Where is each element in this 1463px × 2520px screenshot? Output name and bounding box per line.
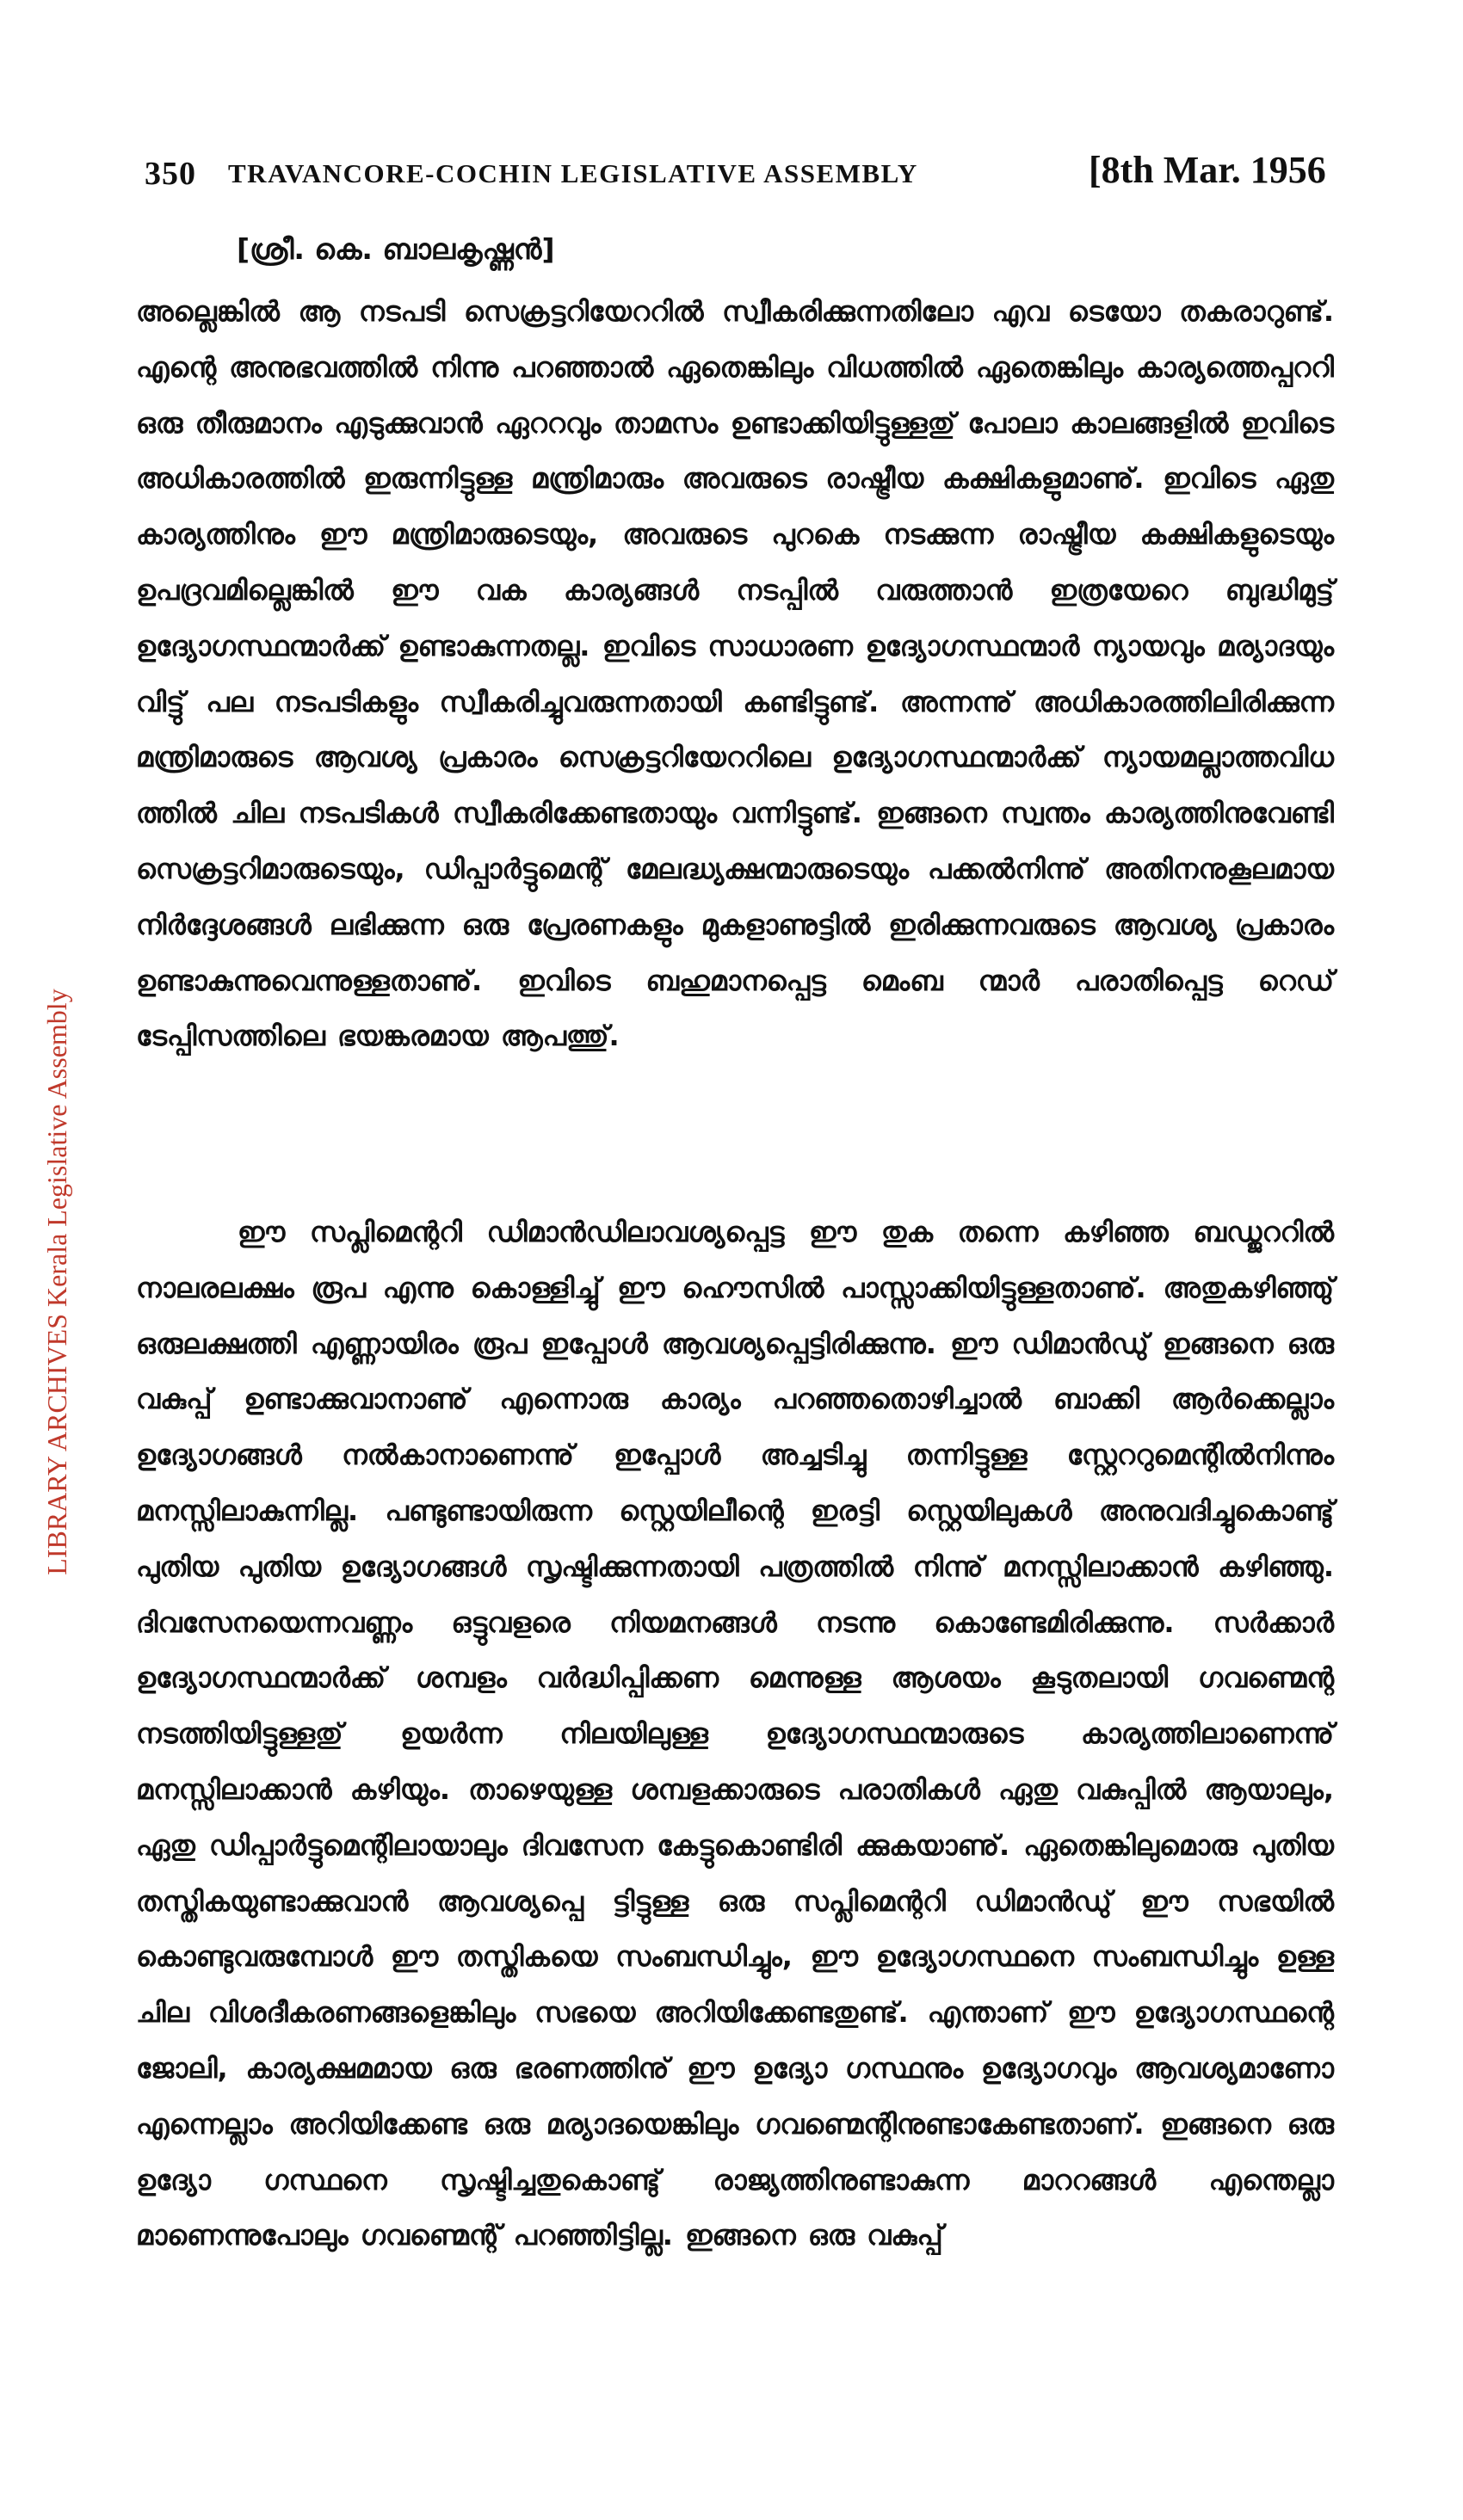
date-heading: [8th Mar. 1956: [1089, 149, 1326, 191]
page-number: 350: [145, 156, 196, 192]
speaker-name: [ശ്രീ. കെ. ബാലകൃഷ്ണൻ]: [237, 232, 555, 266]
body-paragraph-1: അല്ലെങ്കിൽ ആ നടപടി സെക്രട്ടറിയേററിൽ സ്വീകരിക്കുന്നതിലോ എവ ടെയോ തകരാറുണ്ട്. എന്റെ അനുഭവത്തിൽ നിന്നു പറഞ്ഞാൽ ഏതെങ്കിലും വിധത്തിൽ ഏതെങ്കിലും കാര്യത്തെപ്പററി ഒരു തീരുമാനം എടുക്കുവാൻ ഏററവും താമസം ഉണ്ടാക്കിയിട്ടുള്ളതു് പോലാ കാലങ്ങളിൽ ഇവിടെ അധികാരത്തിൽ ഇരുന്നിട്ടുള്ള മന്ത്രിമാരും അവരുടെ രാഷ്ട്രീയ കക്ഷികളുമാണു്. ഇവിടെ ഏതു കാര്യത്തിനും ഈ മന്ത്രിമാരുടെയും, അവരുടെ പുറകെ നടക്കുന്ന രാഷ്ട്രീയ കക്ഷികളുടെയും ഉപദ്രവമില്ലെങ്കിൽ ഈ വക കാര്യങ്ങൾ നടപ്പിൽ വരുത്താൻ ഇത്രയേറെ ബുദ്ധിമുട്ട് ഉദ്യോഗസ്ഥന്മാർക്ക് ഉണ്ടാകുന്നതല്ല. ഇവിടെ സാധാരണ ഉദ്യോഗസ്ഥന്മാർ ന്യായവും മര്യാദയും വിട്ടു് പല നടപടികളും സ്വീകരിച്ചുവരുന്നതായി കണ്ടിട്ടുണ്ട്. അന്നന്നു് അധികാരത്തിലിരിക്കുന്ന മന്ത്രിമാരുടെ ആവശ്യ പ്രകാരം സെക്രട്ടറിയേററിലെ ഉദ്യോഗസ്ഥന്മാർക്ക് ന്യായമല്ലാത്തവിധ ത്തിൽ ചില നടപടികൾ സ്വീകരിക്കേണ്ടതായും വന്നിട്ടുണ്ട്. ഇങ്ങനെ സ്വന്തം കാര്യത്തിനുവേണ്ടി സെക്രട്ടറിമാരുടെയും, ഡിപ്പാർട്ടുമെന്റ് മേലദ്ധ്യക്ഷന്മാരുടെയും പക്കൽനിന്നു് അതിനനുകൂലമായ നിർദ്ദേശങ്ങൾ ലഭിക്കുന്ന ഒരു പ്രേരണകളും മുകളാണുട്ടിൽ ഇരിക്കുന്നവരുടെ ആവശ്യ പ്രകാരം ഉണ്ടാകുന്നുവെന്നുള്ളതാണു്. ഇവിടെ ബഹുമാനപ്പെട്ട മെംബ ന്മാർ പരാതിപ്പെട്ട റെഡ് ടേപ്പിസത്തിലെ ഭയങ്കരമായ ആപത്തു്.: [136, 295, 1334, 1053]
running-title: TRAVANCORE-COCHIN LEGISLATIVE ASSEMBLY: [228, 158, 918, 188]
archive-side-note: LIBRARY ARCHIVES Kerala Legislative Assembly: [41, 989, 72, 1575]
body-paragraph-2: ഈ സപ്ലിമെന്ററി ഡിമാൻഡിലാവശ്യപ്പെട്ട ഈ തുക തന്നെ കഴിഞ്ഞ ബഡ്ജററിൽ നാലരലക്ഷം രൂപ എന്നു കൊള്ളിച്ചു് ഈ ഹൌസിൽ പാസ്സാക്കിയിട്ടുള്ളതാണു്. അതുകഴിഞ്ഞു് ഒരുലക്ഷത്തി എണ്ണായിരം രൂപ ഇപ്പോൾ ആവശ്യപ്പെട്ടിരിക്കുന്നു. ഈ ഡിമാൻഡു് ഇങ്ങനെ ഒരു വകുപ്പ് ഉണ്ടാക്കുവാനാണു് എന്നൊരു കാര്യം പറഞ്ഞതൊഴിച്ചാൽ ബാക്കി ആർക്കെല്ലാം ഉദ്യോഗങ്ങൾ നൽകാനാണെന്നു് ഇപ്പോൾ അച്ചടിച്ചു തന്നിട്ടുള്ള സ്റ്റേററുമെന്റിൽനിന്നും മനസ്സിലാകുന്നില്ല. പണ്ടുണ്ടായിരുന്ന സ്റ്റെയിലീന്റെ ഇരട്ടി സ്റ്റെയിലുകൾ അനുവദിച്ചുകൊണ്ടു് പുതിയ പുതിയ ഉദ്യോഗങ്ങൾ സൃഷ്ടിക്കുന്നതായി പത്രത്തിൽ നിന്നു് മനസ്സിലാക്കാൻ കഴിഞ്ഞു. ദിവസേനയെന്നവണ്ണം ഒട്ടുവളരെ നിയമനങ്ങൾ നടന്നു കൊണ്ടേമിരിക്കുന്നു. സർക്കാർ ഉദ്യോഗസ്ഥന്മാർക്ക് ശമ്പളം വർദ്ധിപ്പിക്കണ മെന്നുള്ള ആശയം കൂടുതലായി ഗവണ്മെന്റ നടത്തിയിട്ടുള്ളതു് ഉയർന്ന നിലയിലുള്ള ഉദ്യോഗസ്ഥന്മാരുടെ കാര്യത്തിലാണെന്നു് മനസ്സിലാക്കാൻ കഴിയും. താഴെയുള്ള ശമ്പളക്കാരുടെ പരാതികൾ ഏതു വകുപ്പിൽ ആയാലും, ഏതു ഡിപ്പാർട്ടുമെന്റിലായാലും ദിവസേന കേട്ടുകൊണ്ടിരി ക്കുകയാണു്. ഏതെങ്കിലുമൊരു പുതിയ തസ്തികയുണ്ടാക്കുവാൻ ആവശ്യപ്പെ ട്ടിട്ടുള്ള ഒരു സപ്ലിമെന്ററി ഡിമാൻഡു് ഈ സഭയിൽ കൊണ്ടുവരുമ്പോൾ ഈ തസ്തികയെ സംബന്ധിച്ചും, ഈ ഉദ്യോഗസ്ഥനെ സംബന്ധിച്ചും ഉള്ള ചില വിശദീകരണങ്ങളെങ്കിലും സഭയെ അറിയിക്കേണ്ടതുണ്ട്. എന്താണ് ഈ ഉദ്യോഗസ്ഥന്റെ ജോലി, കാര്യക്ഷമമായ ഒരു ഭരണത്തിനു് ഈ ഉദ്യോ ഗസ്ഥനും ഉദ്യോഗവും ആവശ്യമാണോ എന്നെല്ലാം അറിയിക്കേണ്ട ഒരു മര്യാദയെങ്കിലും ഗവണ്മെന്റിനുണ്ടാകേണ്ടതാണ്. ഇങ്ങനെ ഒരു ഉദ്യോ ഗസ്ഥനെ സൃഷ്ടിച്ചതുകൊണ്ടു് രാജ്യത്തിനുണ്ടാകുന്ന മാററങ്ങൾ എന്തെല്ലാ മാണെന്നുപോലും ഗവണ്മെന്റ് പറഞ്ഞിട്ടില്ല. ഇങ്ങനെ ഒരു വകുപ്പ്: [136, 1216, 1334, 2252]
